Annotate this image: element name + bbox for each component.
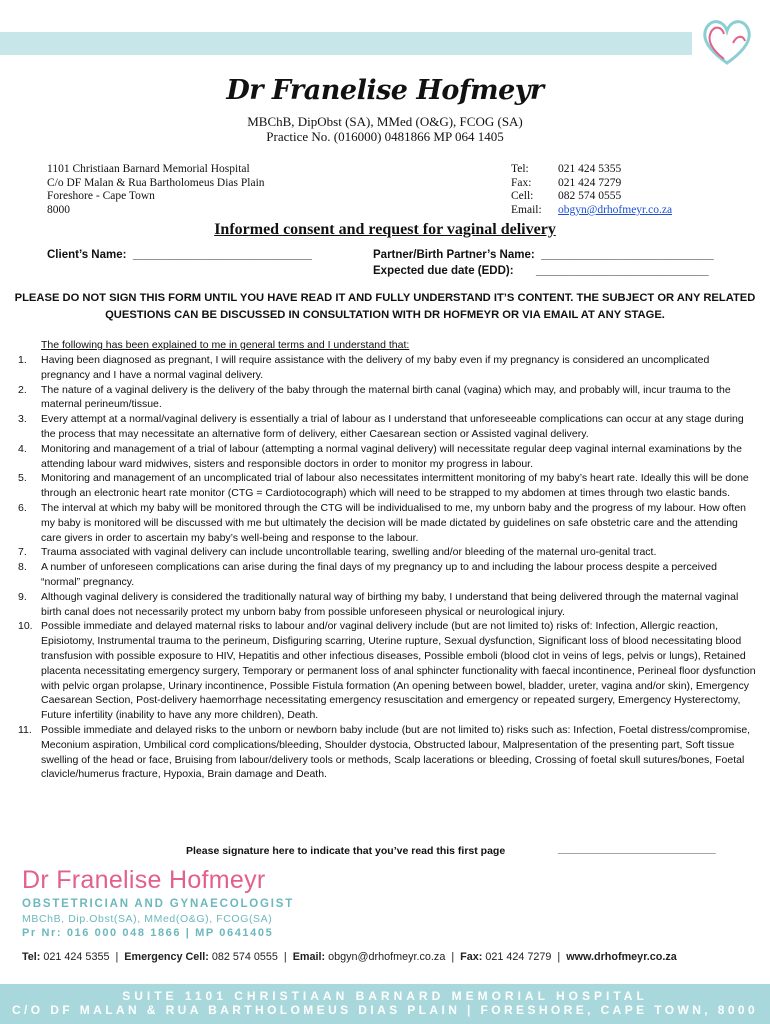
item-number: 10. — [18, 620, 33, 633]
footer-address-line-2: C/O DF MALAN & RUA BARTHOLOMEUS DIAS PLAIN | FORESHORE, CAPE TOWN, 8000 — [11, 1003, 759, 1017]
practice-number: Practice No. (016000) 0481866 MP 064 1405 — [266, 129, 504, 144]
footer-contact-strip — [22, 951, 677, 963]
list-item — [18, 545, 758, 560]
strip-value: 082 574 0555 | — [208, 951, 293, 963]
doctor-name: Dr Franelise Hofmeyr — [226, 75, 544, 106]
qualifications-block — [0, 114, 770, 144]
item-number: 5. — [18, 472, 27, 485]
list-item — [18, 412, 758, 442]
consent-list — [18, 353, 758, 782]
strip-label: Emergency Cell: — [124, 951, 209, 963]
contact-row-email — [511, 204, 672, 218]
contact-label: Fax: — [511, 176, 532, 189]
signature-prompt: Please signature here to indicate that you’ve read this first page — [186, 845, 506, 857]
list-item — [18, 353, 758, 383]
footer-address-line-1: SUITE 1101 CHRISTIAAN BARNARD MEMORIAL HOSPITAL — [122, 989, 648, 1003]
item-text: Trauma associated with vaginal delivery can include uncontrollable tearing, swelling and/or bleeding of the maternal uro-genital tract. — [41, 546, 657, 559]
contact-block — [511, 163, 672, 218]
item-number: 6. — [18, 501, 27, 514]
list-item — [18, 442, 758, 472]
strip-label: Email: — [292, 951, 326, 963]
list-item — [18, 723, 758, 782]
item-text: The nature of a vaginal delivery is the delivery of the baby through the maternal birth canal (vagina) which may, and probably will, incur trauma to the maternal perineum/tissue. — [41, 383, 731, 411]
address-line: Foreshore - Cape Town — [47, 190, 155, 203]
item-text: Possible immediate and delayed risks to the unborn or newborn baby include (but are not limited to) risks such as: Infection, Foetal distress/compromise, Meconium aspiration, Umbilical cord complications/bleeding, Shoulder dystocia, Obstructed labour, Malpresentation of the presenting part, Soft tissue swelling of the head or face, Bruising from labour/delivery tools or methods, Scalp lacerations or bleeding, Crossing of foetal skull sutures/bones, Foetal clavicle/humerus fracture, Hypoxia, Brain damage and Death. — [41, 723, 751, 781]
item-number: 3. — [18, 413, 27, 426]
item-text: Although vaginal delivery is considered the traditionally natural way of birthing my baby, I understand that being delivered through the maternal vaginal birth canal does not necessarily protect my unborn baby from possible unforeseen physical or neurological injury. — [41, 590, 739, 618]
item-number: 9. — [18, 590, 27, 603]
footer-qualifications: MBChB, Dip.Obst(SA), MMed(O&G), FCOG(SA) — [22, 913, 273, 925]
warning-text: PLEASE DO NOT SIGN THIS FORM UNTIL YOU HAVE READ IT AND FULLY UNDERSTAND IT’S CONTENT. THE SUBJECT OR ANY RELATED QUESTIONS CAN BE DISCUSSED IN CONSULTATION WITH DR HOFMEYR OR VIA EMAIL AT ANY STAGE. — [14, 292, 756, 321]
signature-field[interactable]: ___________________________ — [558, 843, 716, 855]
strip-label: Tel: — [22, 951, 41, 963]
list-item — [18, 560, 758, 590]
address-block — [47, 163, 265, 218]
address-line: C/o DF Malan & Rua Bartholomeus Dias Plain — [47, 176, 265, 189]
address-line: 1101 Christiaan Barnard Memorial Hospital — [47, 163, 250, 175]
item-number: 4. — [18, 442, 27, 455]
item-text: A number of unforeseen complications can arise during the final days of my pregnancy up to and including the labour process despite a perceived “normal” pregnancy. — [41, 561, 717, 588]
list-item — [18, 501, 758, 545]
list-item — [18, 471, 758, 501]
contact-row-fax — [511, 177, 672, 191]
strip-value: obgyn@drhofmeyr.co.za | — [325, 951, 461, 963]
item-text: Monitoring and management of an uncomplicated trial of labour also necessitates intermittent monitoring of my baby’s heart rate. Ideally this will be done through an electronic heart rate monitor (CTG = Cardiotocograph) which will need to be strapped to my abdomen at times through two elastic bands. — [41, 472, 749, 500]
qualifications: MBChB, DipObst (SA), MMed (O&G), FCOG (SA) — [247, 114, 523, 129]
item-number: 2. — [18, 383, 27, 396]
list-item — [18, 619, 758, 723]
item-number: 7. — [18, 546, 27, 559]
contact-label: Tel: — [511, 163, 529, 175]
due-date-field[interactable]: Expected due date (EDD): ___________________________ — [373, 265, 709, 277]
contact-value: 021 424 5355 — [558, 163, 622, 175]
list-item — [18, 590, 758, 620]
form-title: Informed consent and request for vaginal delivery — [214, 221, 556, 238]
client-name-field[interactable]: Client’s Name: ____________________________ — [47, 249, 312, 261]
footer-specialty: OBSTETRICIAN AND GYNAECOLOGIST — [22, 898, 295, 910]
item-text: The interval at which my baby will be monitored through the CTG will be individualised to me, my unborn baby and the progress of my labour. How often my baby is monitored will be discussed with me but ultimately the decision will be made dictated by guidelines on safe obstetric care and the attending care givers in order to ascertain my baby’s well-being and response to the labour. — [41, 501, 747, 544]
item-text: Monitoring and management of a trial of labour (attempting a normal vaginal delivery) will necessitate regular deep vaginal internal examinations by the attending labour ward midwives, sisters and responsible doctors in order to monitor my progress in labour. — [41, 442, 742, 470]
address-line: 8000 — [47, 204, 70, 217]
item-text: Possible immediate and delayed maternal risks to labour and/or vaginal delivery include (but are not limited to) risks of: Infection, Allergic reaction, Episiotomy, Instrumental trauma to the perineum, Disfiguring scarring, Uterine rupture, Sexual dysfunction, Significant loss of blood necessitating blood transfusion with possible exposure to HIV, Hepatitis and other infectious diseases, Possible emboli (blood clot in veins of legs, pelvis or lungs), Retained placenta necessitating emergency surgery, Temporary or permanent loss of anal sphincter functionality with faecal incontinence, Perineal floor dysfunction with pelvic organ prolapse, Urinary incontinence, Possible Fistula formation (An opening between bowel, bladder, ureter, vagina and/or skin), Emergency Caesarean Section, Post-delivery haemorrhage necessitating emergency resuscitation and emergency or repeated surgery, Emergency Hysterectomy, Future infertility (inability to have any more children), Death. — [41, 620, 756, 722]
contact-label: Email: — [511, 204, 542, 217]
email-link[interactable]: obgyn@drhofmeyr.co.za — [558, 204, 673, 217]
item-number: 1. — [18, 354, 27, 366]
strip-label: Fax: — [460, 951, 483, 963]
strip-value: 021 424 7279 | — [482, 951, 567, 963]
item-number: 11. — [18, 723, 32, 736]
contact-row-tel — [511, 163, 672, 177]
contact-row-cell — [511, 190, 672, 204]
website-link[interactable]: www.drhofmeyr.co.za — [566, 951, 677, 963]
item-number: 8. — [18, 561, 27, 574]
list-item — [18, 383, 758, 413]
contact-label: Cell: — [511, 190, 534, 203]
contact-value: 021 424 7279 — [558, 176, 622, 189]
footer-practice-nr: Pr Nr: 016 000 048 1866 | MP 0641405 — [22, 927, 274, 939]
footer-brand-name: Dr Franelise Hofmeyr — [22, 866, 266, 894]
header-color-band — [0, 32, 692, 55]
item-text: Having been diagnosed as pregnant, I will require assistance with the delivery of my baby even if my pregnancy is considered an uncomplicated pregnancy and I have a normal vaginal delivery. — [41, 354, 710, 381]
intro-text: The following has been explained to me in general terms and I understand that: — [41, 339, 410, 351]
contact-value: 082 574 0555 — [558, 190, 622, 203]
strip-value: 021 424 5355 | — [40, 951, 125, 963]
heart-outline-logo-icon — [697, 13, 757, 69]
partner-name-field[interactable]: Partner/Birth Partner’s Name: ___________________________ — [373, 249, 714, 261]
item-text: Every attempt at a normal/vaginal delivery is essentially a trial of labour as I understand that unforeseeable complications can occur at any stage during the process that may necessitate an alternative form of delivery, either Caesarean section or Assisted vaginal delivery. — [41, 413, 744, 440]
